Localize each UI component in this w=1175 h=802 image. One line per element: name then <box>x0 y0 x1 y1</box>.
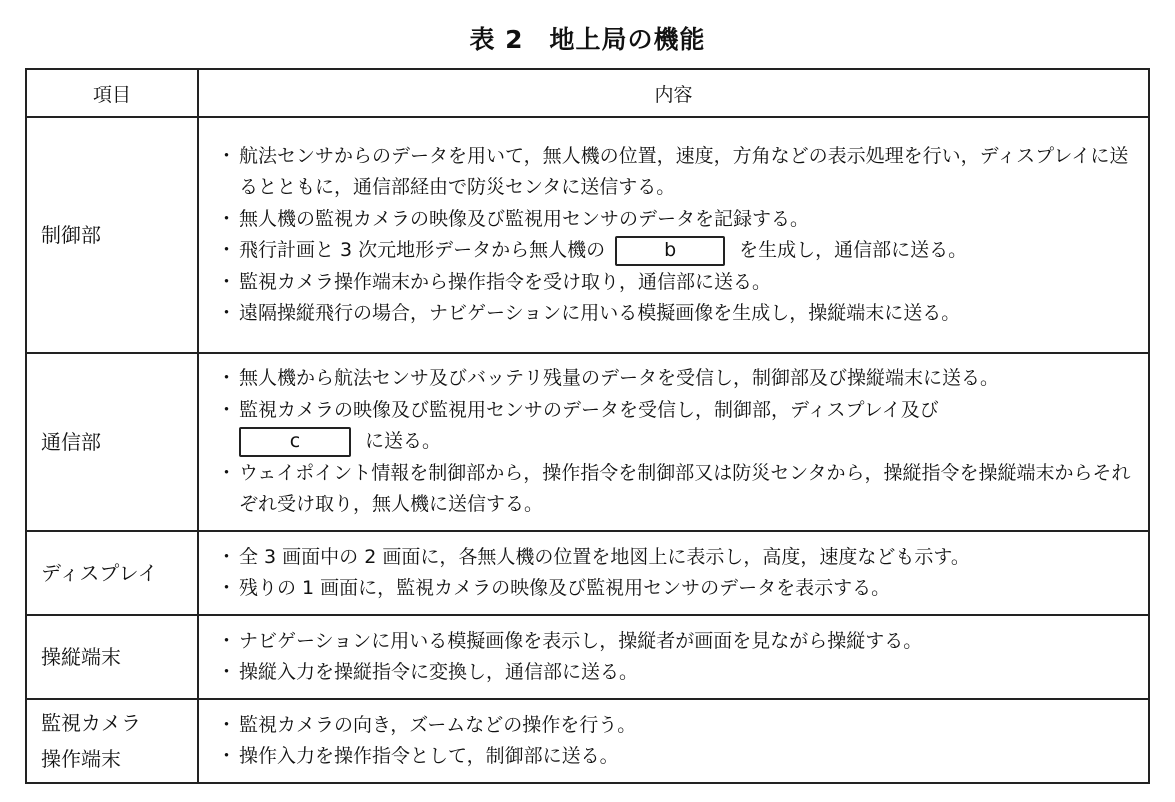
bullet-text-after: に送る。 <box>365 430 442 453</box>
blank-box-c: c <box>239 427 351 457</box>
bullet-text: 監視カメラの映像及び監視用センサのデータを受信し，制御部，ディスプレイ及び <box>239 398 939 421</box>
header-content: 内容 <box>198 69 1149 117</box>
item-label: 操作端末 <box>41 747 121 771</box>
list-item: ・ ナビゲーションに用いる模擬画像を表示し，操縦者が画面を見ながら操縦する。 <box>217 626 1138 658</box>
item-cell <box>26 615 198 699</box>
list-item: ・ 残りの 1 画面に，監視カメラの映像及び監視用センサのデータを表示する。 <box>217 573 1138 605</box>
item-label: 通信部 <box>41 430 101 454</box>
bullet-list <box>217 363 1138 521</box>
item-label: 制御部 <box>41 223 101 247</box>
item-cell <box>26 699 198 783</box>
item-label: 監視カメラ <box>41 711 141 735</box>
item-cell <box>26 117 198 353</box>
list-item: ・ 操縦入力を操縦指令に変換し，通信部に送る。 <box>217 657 1138 689</box>
list-item <box>217 395 1138 458</box>
list-item: ・ 監視カメラ操作端末から操作指令を受け取り，通信部に送る。 <box>217 267 1138 299</box>
table-row <box>26 117 1149 353</box>
bullet-text-after: を生成し，通信部に送る。 <box>739 239 968 261</box>
list-item: ・ 操作入力を操作指令として，制御部に送る。 <box>217 741 1138 773</box>
list-item: ・ 無人機から航法センサ及びバッテリ残量のデータを受信し，制御部及び操縦端末に送る。 <box>217 363 1138 395</box>
list-item: ・ 全 3 画面中の 2 画面に，各無人機の位置を地図上に表示し，高度，速度なども示す。 <box>217 542 1138 574</box>
content-cell <box>198 531 1149 615</box>
item-cell <box>26 531 198 615</box>
list-item: ・ 監視カメラの向き，ズームなどの操作を行う。 <box>217 710 1138 742</box>
header-item: 項目 <box>26 69 198 117</box>
blank-box-b: b <box>615 236 725 266</box>
list-item: ・ 遠隔操縦飛行の場合，ナビゲーションに用いる模擬画像を生成し，操縦端末に送る。 <box>217 298 1138 330</box>
content-cell <box>198 117 1149 353</box>
table-header-row <box>26 69 1149 117</box>
table-row <box>26 353 1149 531</box>
list-item: ・ ウェイポイント情報を制御部から，操作指令を制御部又は防災センタから，操縦指令を操縦端末からそれぞれ受け取り，無人機に送信する。 <box>217 458 1138 521</box>
list-item: ・ 無人機の監視カメラの映像及び監視用センサのデータを記録する。 <box>217 204 1138 236</box>
table-row <box>26 699 1149 783</box>
bullet-text: 飛行計画と 3 次元地形データから無人機の <box>239 239 606 261</box>
bullet-list <box>217 626 1138 689</box>
list-item: ・ 航法センサからのデータを用いて，無人機の位置，速度，方角などの表示処理を行い，ディスプレイに送るとともに，通信部経由で防災センタに送信する。 <box>217 141 1138 204</box>
item-label: ディスプレイ <box>41 561 158 585</box>
bullet-list <box>217 141 1138 330</box>
table-title: 表 2 地上局の機能 <box>469 25 706 54</box>
bullet-list <box>217 710 1138 773</box>
list-item <box>217 235 1138 267</box>
function-table <box>25 68 1150 784</box>
item-cell <box>26 353 198 531</box>
content-cell <box>198 699 1149 783</box>
table-row <box>26 615 1149 699</box>
content-cell <box>198 615 1149 699</box>
table-row <box>26 531 1149 615</box>
item-label: 操縦端末 <box>41 645 121 669</box>
content-cell <box>198 353 1149 531</box>
bullet-list <box>217 542 1138 605</box>
